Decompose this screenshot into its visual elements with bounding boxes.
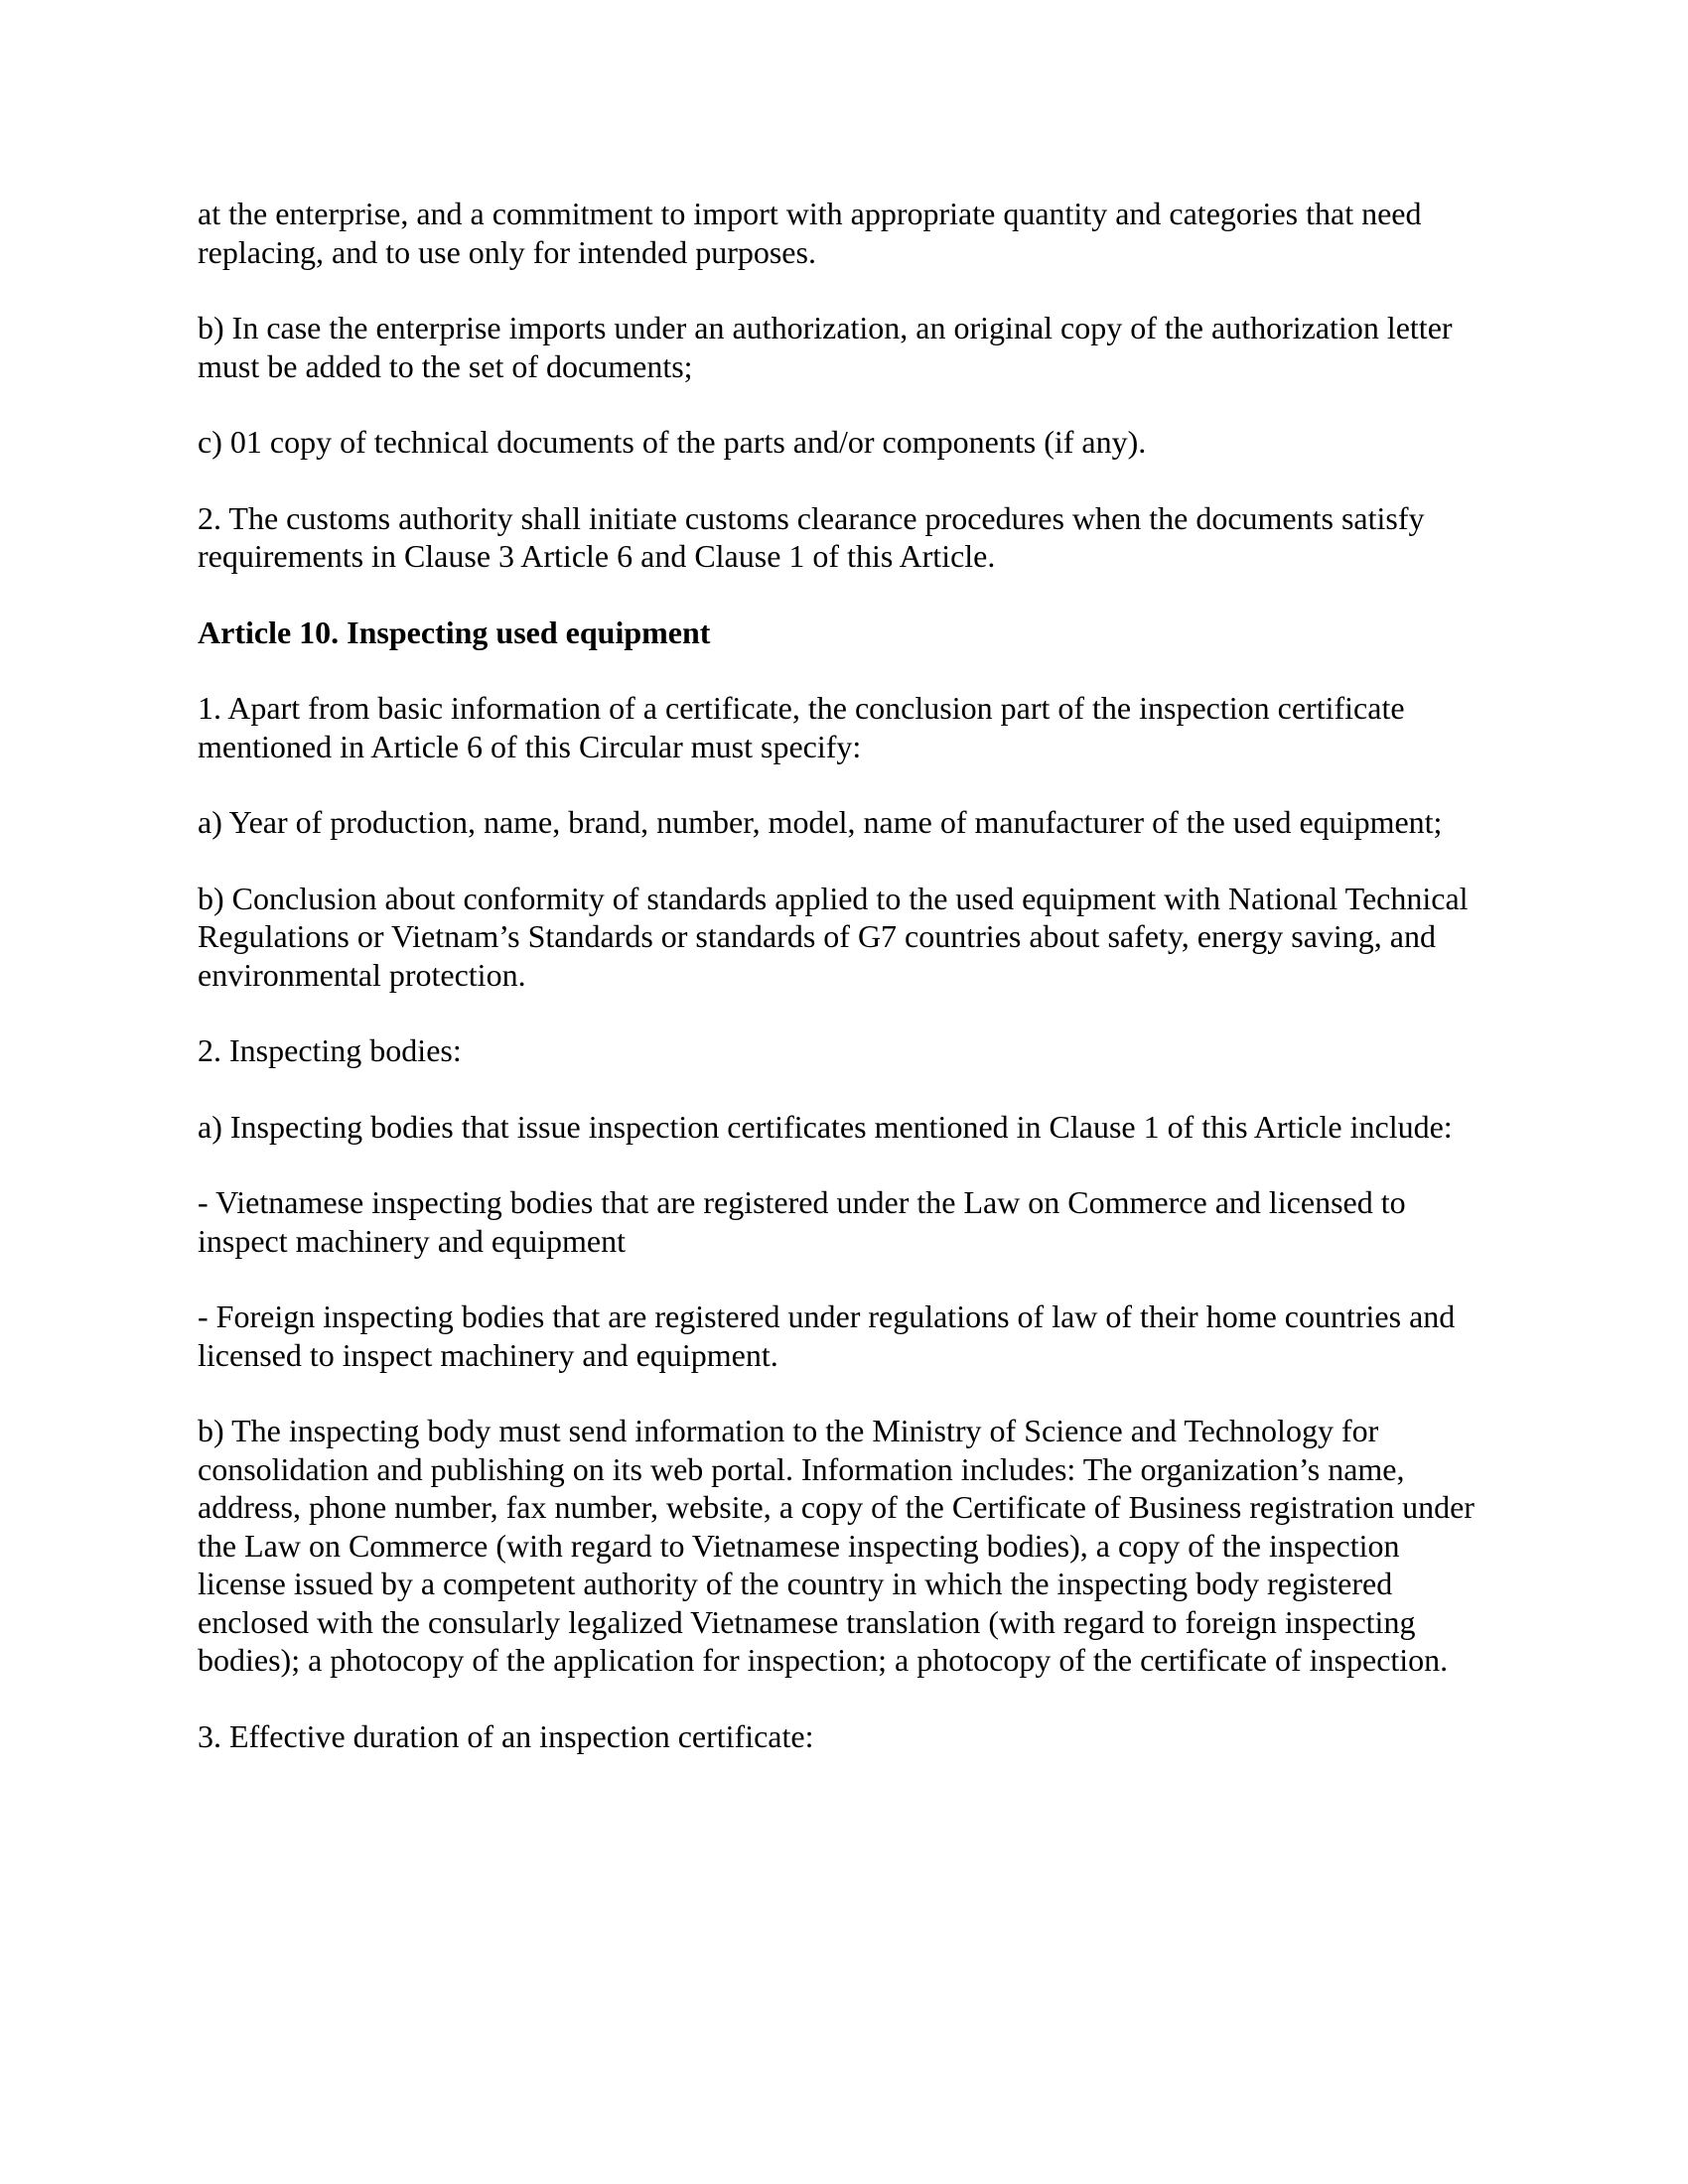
paragraph-authorization-letter: b) In case the enterprise imports under an authorization, an original copy of the authorization letter must be added to the set of documents; <box>198 310 1453 384</box>
paragraph-customs-clearance: 2. The customs authority shall initiate customs clearance procedures when the documents satisfy requirements in Clause 3 Article 6 and Clause 1 of this Article. <box>198 499 1425 574</box>
document-body <box>198 195 1488 1793</box>
paragraph-information-submission: b) The inspecting body must send information to the Ministry of Science and Technology for consolidation and publishing on its web portal. Information includes: The organization’s name, address, phone number, fax number, website, a copy of the Certificate of Business registration under the Law on Commerce (with regard to Vietnamese inspecting bodies), a copy of the inspection license issued by a competent authority of the country in which the inspecting body registered enclosed with the consularly legalized Vietnamese translation (with regard to foreign inspecting bodies); a photocopy of the application for inspection; a photocopy of the certificate of inspection. <box>198 1413 1475 1678</box>
paragraph-enterprise-commitment: at the enterprise, and a commitment to import with appropriate quantity and categories that need replacing, and to use only for intended purposes. <box>198 196 1422 270</box>
paragraph-technical-documents: c) 01 copy of technical documents of the parts and/or components (if any). <box>198 424 1147 460</box>
paragraph-effective-duration: 3. Effective duration of an inspection certificate: <box>198 1717 814 1754</box>
paragraph-foreign-bodies: - Foreign inspecting bodies that are registered under regulations of law of their home countries and licensed to inspect machinery and equipment. <box>198 1298 1456 1373</box>
paragraph-inspecting-bodies: 2. Inspecting bodies: <box>198 1032 462 1068</box>
article-10-heading: Article 10. Inspecting used equipment <box>198 614 711 650</box>
paragraph-inspection-conclusion: 1. Apart from basic information of a certificate, the conclusion part of the inspection certificate mentioned in Article 6 of this Circular must specify: <box>198 690 1405 764</box>
paragraph-issuing-bodies: a) Inspecting bodies that issue inspection certificates mentioned in Clause 1 of this Article include: <box>198 1108 1453 1145</box>
paragraph-conformity-conclusion: b) Conclusion about conformity of standards applied to the used equipment with National Technical Regulations or Vietnam’s Standards or standards of G7 countries about safety, energy saving, and environmental protection. <box>198 880 1469 993</box>
paragraph-vietnamese-bodies: - Vietnamese inspecting bodies that are registered under the Law on Commerce and licensed to inspect machinery and equipment <box>198 1184 1406 1259</box>
paragraph-year-of-production: a) Year of production, name, brand, number, model, name of manufacturer of the used equipment; <box>198 804 1443 840</box>
